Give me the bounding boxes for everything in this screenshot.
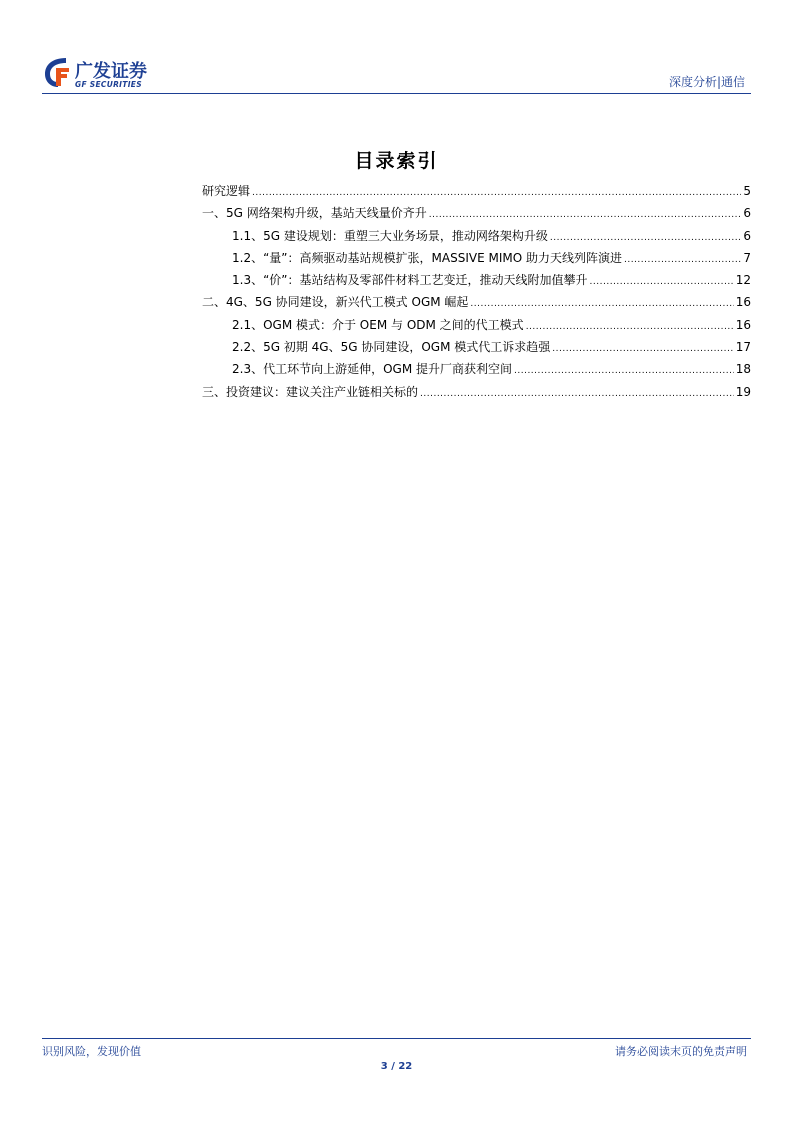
toc-dot-leader [526, 322, 734, 332]
toc-entry-page: 17 [735, 340, 751, 355]
toc-entry-page: 16 [735, 295, 751, 310]
toc-entry[interactable] [202, 383, 751, 405]
toc-entry[interactable] [202, 338, 751, 360]
toc-dot-leader [624, 255, 741, 265]
toc-entry[interactable] [202, 249, 751, 271]
toc-dot-leader [470, 299, 733, 309]
toc-entry-label: 研究逻辑 [202, 184, 251, 198]
toc-entry-label: 1.3、“价”：基站结构及零部件材料工艺变迁，推动天线附加值攀升 [232, 273, 588, 288]
toc-entry-label: 二、4G、5G 协同建设，新兴代工模式 OGM 崛起 [202, 295, 469, 310]
footer-divider [42, 1038, 751, 1039]
toc-entry[interactable] [202, 227, 751, 249]
toc-entry-label: 1.1、5G 建设规划：重塑三大业务场景，推动网络架构升级 [232, 228, 548, 243]
footer-disclaimer-link: 请务必阅读末页的免责声明 [615, 1045, 747, 1058]
toc-title: 目录索引 [354, 150, 439, 172]
toc-entry-page: 19 [735, 384, 751, 399]
header-divider [42, 93, 751, 94]
toc-entry[interactable] [202, 182, 751, 204]
toc-entry-page: 6 [743, 206, 751, 221]
table-of-contents [202, 182, 751, 405]
toc-entry-page: 5 [743, 184, 751, 198]
toc-entry[interactable] [202, 271, 751, 293]
toc-entry[interactable] [202, 316, 751, 338]
toc-dot-leader [252, 188, 741, 198]
logo-chinese-name: 广发证券 [75, 61, 147, 82]
toc-entry-page: 6 [743, 228, 751, 243]
page-number: 3 / 22 [380, 1061, 413, 1072]
toc-entry[interactable] [202, 293, 751, 315]
toc-entry-label: 2.2、5G 初期 4G、5G 协同建设，OGM 模式代工诉求趋强 [232, 340, 551, 355]
toc-entry[interactable] [202, 204, 751, 226]
toc-dot-leader [550, 233, 742, 243]
toc-entry-label: 2.3、代工环节向上游延伸，OGM 提升厂商获利空间 [232, 362, 512, 377]
toc-entry-label: 三、投资建议：建议关注产业链相关标的 [202, 384, 419, 399]
toc-dot-leader [514, 366, 734, 376]
toc-entry-label: 一、5G 网络架构升级，基站天线量价齐升 [202, 206, 427, 221]
toc-dot-leader [420, 389, 734, 399]
toc-dot-leader [429, 210, 742, 220]
toc-entry-page: 16 [735, 317, 751, 332]
toc-dot-leader [590, 277, 734, 287]
toc-dot-leader [552, 344, 733, 354]
toc-entry-label: 1.2、“量”：高频驱动基站规模扩张，MASSIVE MIMO 助力天线列阵演进 [232, 250, 622, 265]
toc-entry-page: 18 [735, 362, 751, 377]
footer-slogan: 识别风险，发现价值 [42, 1045, 141, 1058]
company-logo [42, 55, 177, 95]
toc-entry-label: 2.1、OGM 模式：介于 OEM 与 ODM 之间的代工模式 [232, 317, 524, 332]
toc-entry-page: 12 [735, 273, 751, 288]
toc-entry-page: 7 [743, 250, 751, 265]
gf-logo-icon [42, 55, 72, 89]
logo-english-name: GF SECURITIES [75, 80, 142, 89]
report-type-label: 深度分析|通信 [668, 75, 745, 89]
toc-entry[interactable] [202, 360, 751, 382]
